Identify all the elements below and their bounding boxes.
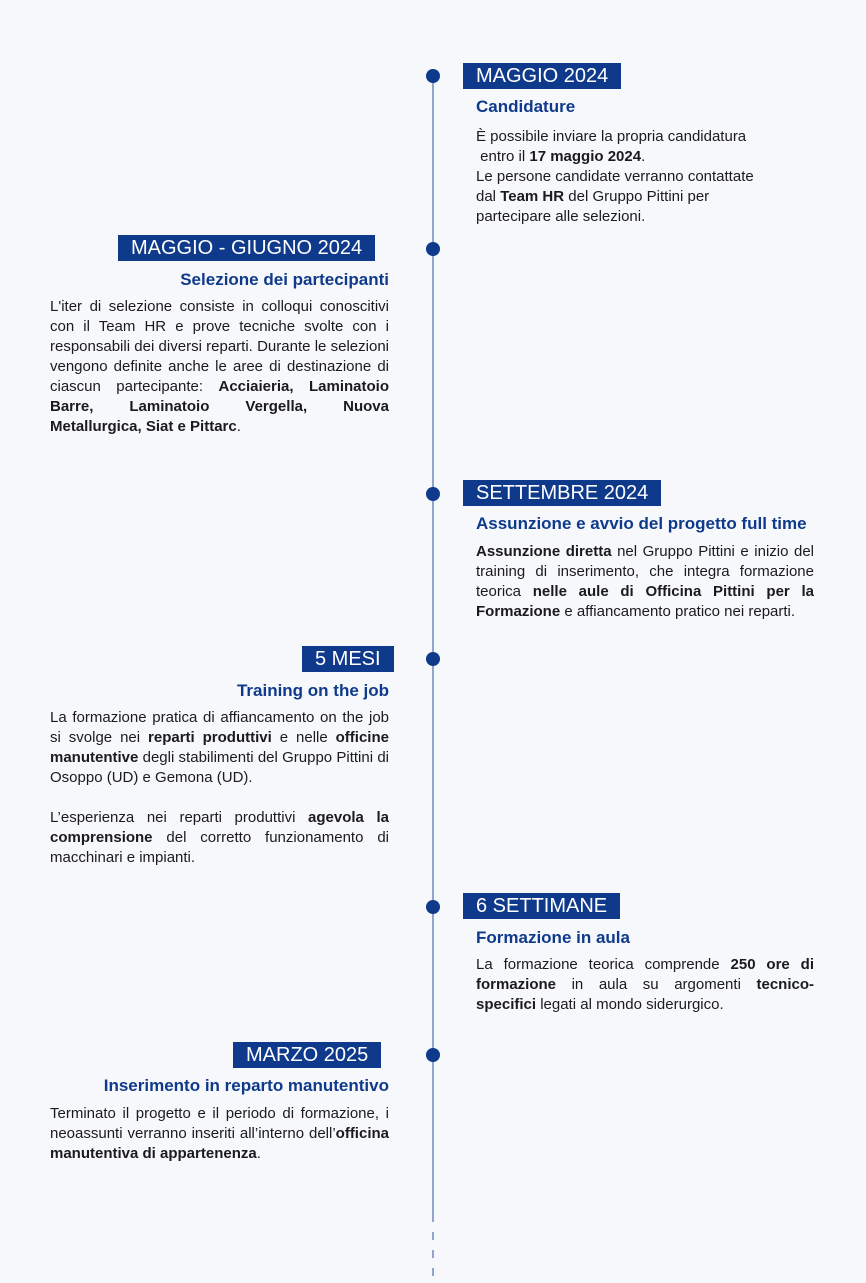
timeline-dot <box>426 652 440 666</box>
emphasis-text: reparti produttivi <box>148 729 272 746</box>
event-paragraph: La formazione pratica di affiancamento on the job si svolge nei reparti produttivi e nelle officine manutentive degli stabilimenti del Gruppo Pittini di Osoppo (UD) e Gemona (UD). <box>50 709 389 786</box>
event-paragraph: È possibile inviare la propria candidatura <box>476 128 747 145</box>
event-title: Inserimento in reparto manutentivo <box>103 1076 389 1095</box>
emphasis-text: officina manutentiva di appartenenza <box>50 1125 389 1162</box>
timeline-dot <box>426 900 440 914</box>
event-description <box>50 1104 389 1164</box>
event-date-badge: 5 MESI <box>302 646 394 672</box>
event-date-badge: MAGGIO - GIUGNO 2024 <box>118 235 375 261</box>
event-description <box>50 297 389 437</box>
event-description <box>476 127 821 227</box>
emphasis-text: 250 ore di formazione <box>476 956 814 993</box>
event-paragraph: L'iter di selezione consiste in colloqui conoscitivi con il Team HR e prove tecniche svolte con i responsabili dei diversi reparti. Durante le selezioni vengono definite anche le aree di destinazione di ciascun partecipante: Acciaieria, Laminatoio Barre, Laminatoio Vergella, Nuova Metallurgica, Siat e Pittarc. <box>50 298 389 435</box>
event-date-badge: MARZO 2025 <box>233 1042 381 1068</box>
emphasis-text: agevola la comprensione <box>50 809 390 846</box>
emphasis-text: Acciaieria, Laminatoio Barre, Laminatoio Vergella, Nuova Metallurgica, Siat e Pittarc <box>50 378 389 435</box>
event-paragraph: partecipare alle selezioni. <box>476 208 646 225</box>
emphasis-text: 17 maggio 2024 <box>529 148 642 165</box>
emphasis-text: Assunzione diretta <box>476 543 612 560</box>
timeline-axis-dashed-end <box>432 1232 434 1283</box>
event-date-badge: 6 SETTIMANE <box>463 893 620 919</box>
timeline-dot <box>426 1048 440 1062</box>
emphasis-text: tecnico-specifici <box>476 976 814 1013</box>
event-paragraph: Le persone candidate verranno contattate <box>476 168 754 185</box>
event-paragraph: L’esperienza nei reparti produttivi agevola la comprensione del corretto funzionamento di macchinari e impianti. <box>50 809 390 866</box>
event-title: Formazione in aula <box>476 928 630 947</box>
event-paragraph: entro il 17 maggio 2024. <box>476 148 646 165</box>
event-title: Selezione dei partecipanti <box>180 270 389 289</box>
event-paragraph: Terminato il progetto e il periodo di formazione, i neoassunti verranno inseriti all’interno dell’officina manutentiva di appartenenza. <box>50 1105 389 1162</box>
event-title: Assunzione e avvio del progetto full time <box>476 514 807 533</box>
timeline-dot <box>426 242 440 256</box>
timeline-dot <box>426 69 440 83</box>
event-title: Candidature <box>476 97 576 116</box>
event-date-badge: SETTEMBRE 2024 <box>463 480 661 506</box>
event-description <box>476 542 814 622</box>
event-description <box>50 708 389 868</box>
event-title: Training on the job <box>236 681 389 700</box>
event-description <box>476 955 814 1015</box>
event-paragraph: La formazione teorica comprende 250 ore di formazione in aula su argomenti tecnico-specifici legati al mondo siderurgico. <box>476 956 814 1013</box>
event-paragraph: dal Team HR del Gruppo Pittini per <box>476 188 710 205</box>
event-paragraph: Assunzione diretta nel Gruppo Pittini e inizio del training di inserimento, che integra formazione teorica nelle aule di Officina Pittini per la Formazione e affiancamento pratico nei reparti. <box>476 543 815 620</box>
emphasis-text: officine manutentive <box>50 729 389 766</box>
emphasis-text: Team HR <box>500 188 565 205</box>
emphasis-text: nelle aule di Officina Pittini per la Formazione <box>476 583 814 620</box>
event-date-badge: MAGGIO 2024 <box>463 63 621 89</box>
timeline-dot <box>426 487 440 501</box>
